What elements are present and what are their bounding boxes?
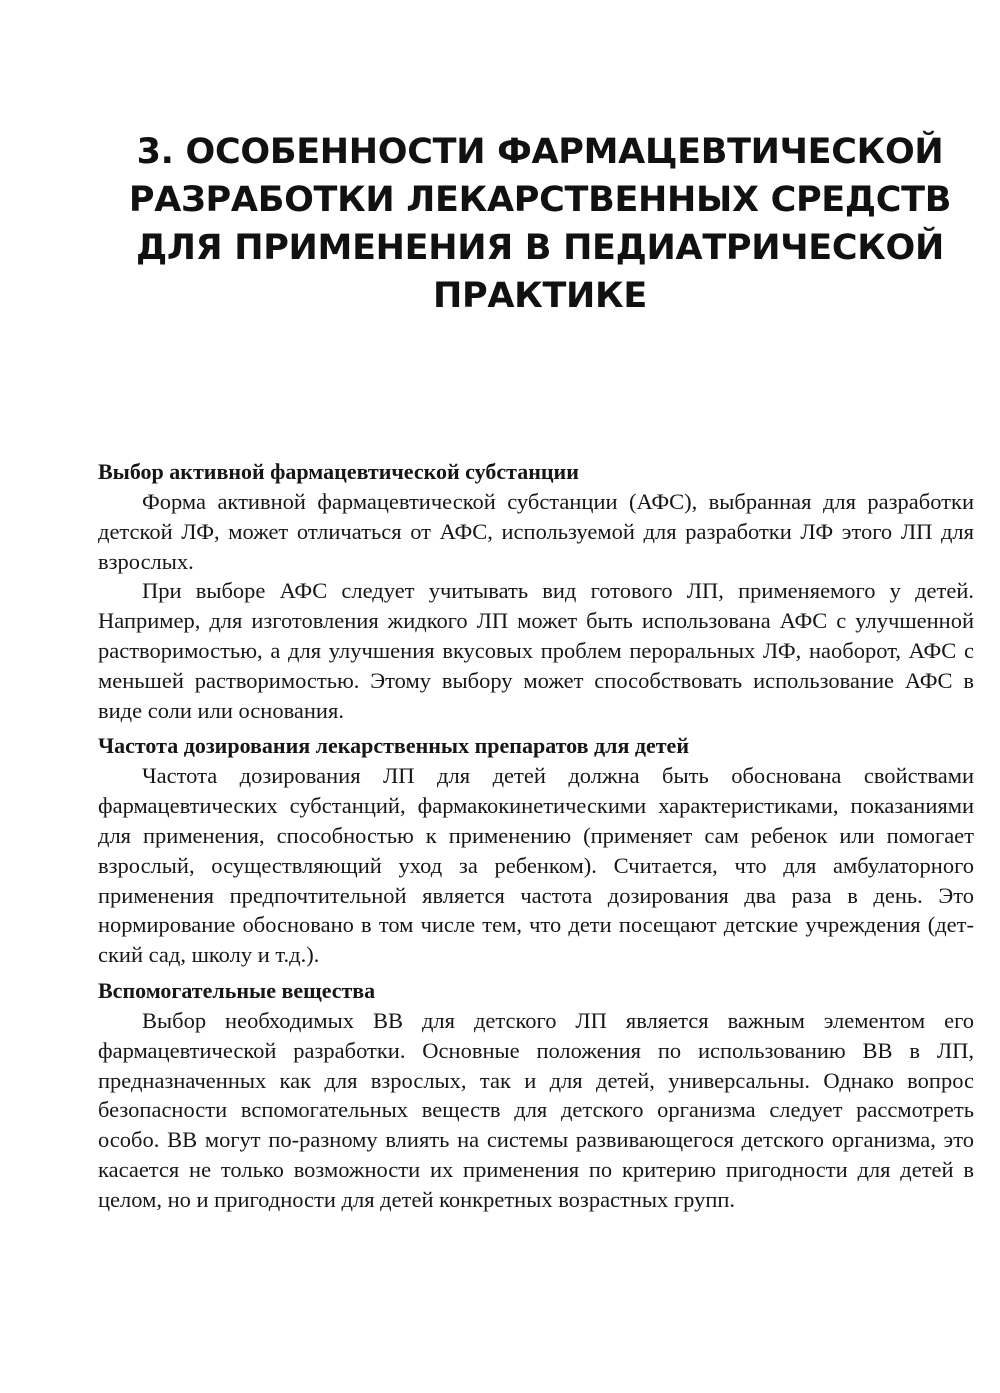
paragraph: При выборе АФС следует учитывать вид готового ЛП, применяемого у детей. Например, для изготовления жидкого ЛП может быть использована АФС с улучшенной растворимостью, а для улучшения вкусовых проблем пероральных ЛФ, наоборот, АФС с меньшей растворимостью. Этому выбору может способствовать использование АФС в виде соли или основания. — [98, 578, 974, 723]
section-api-selection — [98, 457, 974, 725]
paragraph: Форма активной фармацевтической субстанции (АФС), выбранная для разработки детской ЛФ, может отличаться от АФС, используемой для разработки ЛФ этого ЛП для взрослых. — [98, 489, 974, 574]
paragraph: Выбор необходимых ВВ для детского ЛП является важным элементом его фармацевтической разработки. Основные положения по использованию ВВ в ЛП, предназначенных как для взрослых, так и для детей, универсальны. Однако вопрос безопасности вспомогательных веществ для детского организма следует рассмотреть особо. ВВ могут по-разному влиять на системы развивающегося детского организма, это касается не только возможности их применения по критерию пригодности для детей в целом, но и пригодности для детей конкретных возрастных групп. — [98, 1007, 974, 1212]
section-heading: Частота дозирования лекарственных препаратов для детей — [98, 733, 689, 759]
paragraph: Частота дозирования ЛП для детей должна быть обоснована свойствами фармацевтических субстанций, фармакокинетическими характеристиками, показаниями для применения, способностью к применению (применяет сам ребенок или помогает взрослый, осуществляющий уход за ребенком). Считается, что для амбулаторного применения предпочтительной является частота дозирования два раза в день. Это нормирование обосновано в том числе тем, что дети посещают детские учреждения (детский сад, школу и т.д.). — [98, 763, 974, 968]
section-excipients — [98, 976, 974, 1215]
chapter-title: 3. ОСОБЕННОСТИ ФАРМАЦЕВТИЧЕСКОЙ РАЗРАБОТКИ ЛЕКАРСТВЕННЫХ СРЕДСТВ ДЛЯ ПРИМЕНЕНИЯ В ПЕДИАТРИЧЕСКОЙ ПРАКТИКЕ — [128, 132, 952, 316]
page-body — [98, 457, 974, 1215]
section-heading: Вспомогательные вещества — [98, 977, 376, 1003]
section-heading: Выбор активной фармацевтической субстанции — [98, 459, 579, 484]
section-dosing-frequency — [98, 731, 974, 970]
